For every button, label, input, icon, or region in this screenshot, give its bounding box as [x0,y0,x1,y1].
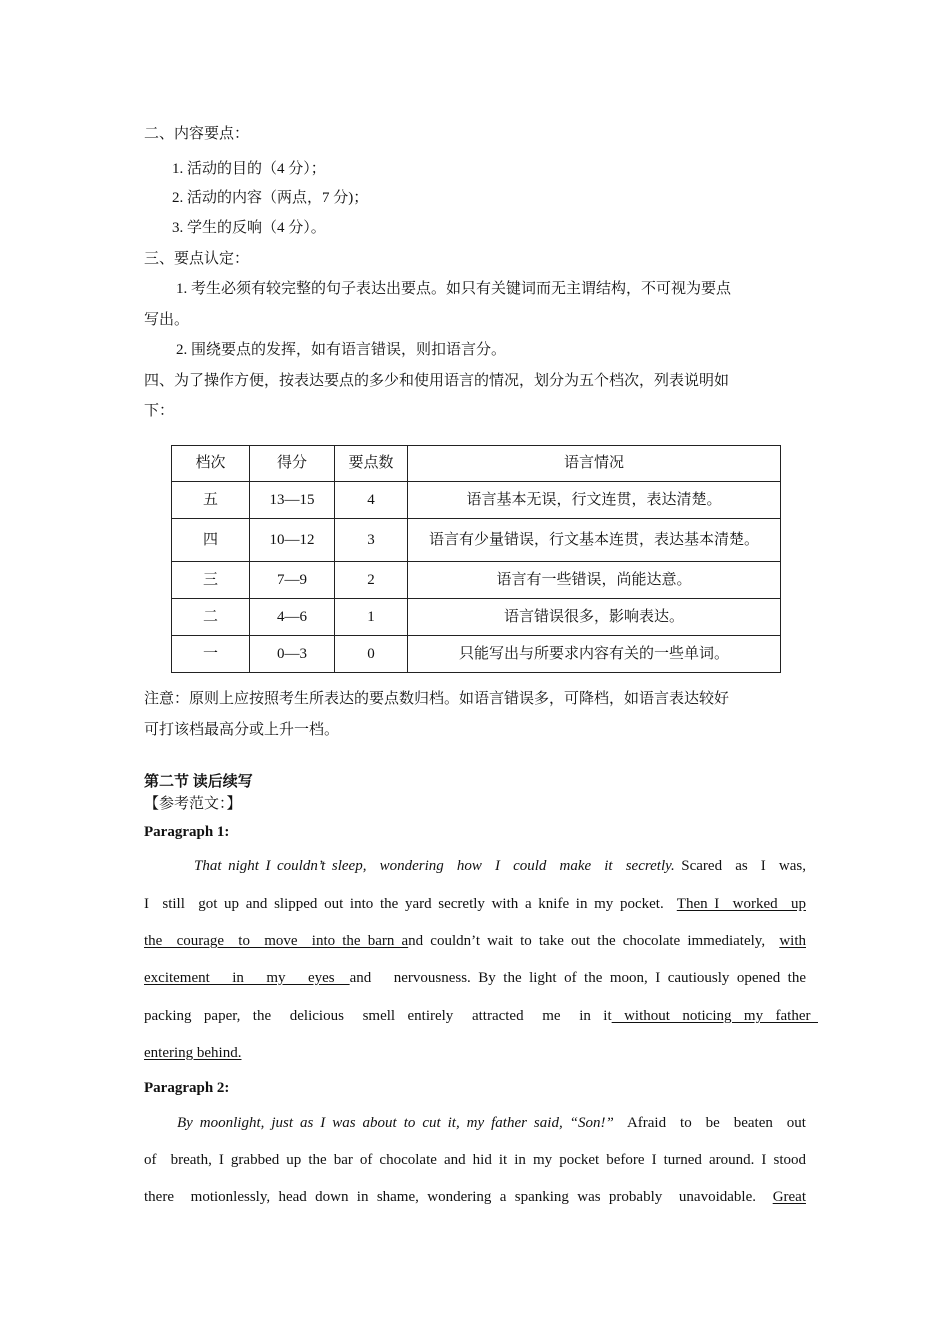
plain-text: and nervousness. By the light of the moon, I cautiously opened the [349,970,807,986]
plain-text: there motionlessly, head down in shame, wondering a spanking was probably unavoidable. [144,1189,773,1205]
plain-text: Scared as I was, [674,858,806,874]
italic-text: That night I couldn’t sleep, wondering how I could make it secretly. [194,858,675,874]
plain-text: packing paper, the delicious smell entirely attracted me in it [144,1008,612,1024]
table-cell: 只能写出与所要求内容有关的一些单词。 [408,636,781,673]
table-cell: 0 [335,636,408,673]
section3-item2: 2. 围绕要点的发挥，如有语言错误，则扣语言分。 [176,342,507,358]
section2-item-1: 1. 活动的目的（4 分）； [172,161,326,177]
grading-table [171,445,781,673]
paragraph1-line [144,1008,818,1025]
underlined-text: excitement in my eyes [144,970,350,986]
section2-item-3: 3. 学生的反响（4 分）。 [172,220,326,236]
table-cell: 1 [335,599,408,636]
table-row [172,636,781,673]
underlined-text: with [779,933,806,949]
section3-item1-line1: 1. 考生必须有较完整的句子表达出要点。如只有关键词而无主谓结构，不可视为要点 [176,281,732,297]
table-cell: 语言有一些错误，尚能达意。 [408,562,781,599]
table-cell: 三 [172,562,250,599]
plain-text: of breath, I grabbed up the bar of chocolate and hid it in my pocket before I turned around. I stood [144,1152,806,1168]
paragraph2-label: Paragraph 2: [144,1080,230,1096]
plain-text: Afraid to be beaten out [613,1115,806,1131]
table-row [172,562,781,599]
table-cell: 五 [172,482,250,519]
table-row [172,599,781,636]
underlined-text: Then I worked up [676,896,806,912]
note-line2: 可打该档最高分或上升一档。 [144,722,340,738]
table-cell: 一 [172,636,250,673]
paragraph2-line [144,1152,806,1169]
section2-item-2: 2. 活动的内容（两点，7 分)； [172,190,369,206]
paragraph2-line [144,1189,806,1206]
table-cell: 语言错误很多，影响表达。 [408,599,781,636]
table-header-row [172,446,781,482]
plain-text: nd couldn’t wait to take out the chocolate immediately, [408,933,780,949]
table-cell: 语言有少量错误，行文基本连贯，表达基本清楚。 [408,519,781,562]
plain-text: I still got up and slipped out into the yard secretly with a knife in my pocket. [144,896,677,912]
table-cell: 4 [335,482,408,519]
part2-title: 第二节 读后续写 [144,774,253,790]
section3-heading: 三、要点认定： [144,251,250,267]
table-cell: 13—15 [250,482,335,519]
table-cell: 10—12 [250,519,335,562]
section4-line2: 下： [144,403,175,419]
table-cell: 2 [335,562,408,599]
italic-text: By moonlight, just as I was about to cut it, my father said, “Son!” [177,1115,614,1131]
table-cell: 四 [172,519,250,562]
table-header: 得分 [250,446,335,482]
table-cell: 二 [172,599,250,636]
underlined-text: Great [772,1189,806,1205]
paragraph1-label: Paragraph 1: [144,824,230,840]
underlined-text: entering behind. [144,1045,242,1061]
table-row [172,519,781,562]
table-cell: 4—6 [250,599,335,636]
table-row [172,482,781,519]
paragraph2-line [177,1115,806,1132]
table-header: 档次 [172,446,250,482]
underlined-text: without noticing my father [611,1008,818,1024]
underlined-text: the courage to move into the barn a [144,933,409,949]
paragraph1-line [144,1045,241,1062]
table-cell: 3 [335,519,408,562]
section2-heading: 二、内容要点： [144,126,250,142]
table-cell: 0—3 [250,636,335,673]
paragraph1-line [194,858,806,875]
section3-item1-line2: 写出。 [144,312,190,328]
table-cell: 语言基本无误，行文连贯，表达清楚。 [408,482,781,519]
table-header: 语言情况 [408,446,781,482]
table-cell: 7—9 [250,562,335,599]
section4-line1: 四、为了操作方便，按表达要点的多少和使用语言的情况，划分为五个档次，列表说明如 [144,373,730,389]
table-header: 要点数 [335,446,408,482]
paragraph1-line [144,896,806,913]
reference-label: 【参考范文：】 [144,796,242,812]
paragraph1-line [144,970,806,987]
paragraph1-line [144,933,806,950]
note-line1: 注意：原则上应按照考生所表达的要点数归档。如语言错误多，可降档，如语言表达较好 [144,691,730,707]
